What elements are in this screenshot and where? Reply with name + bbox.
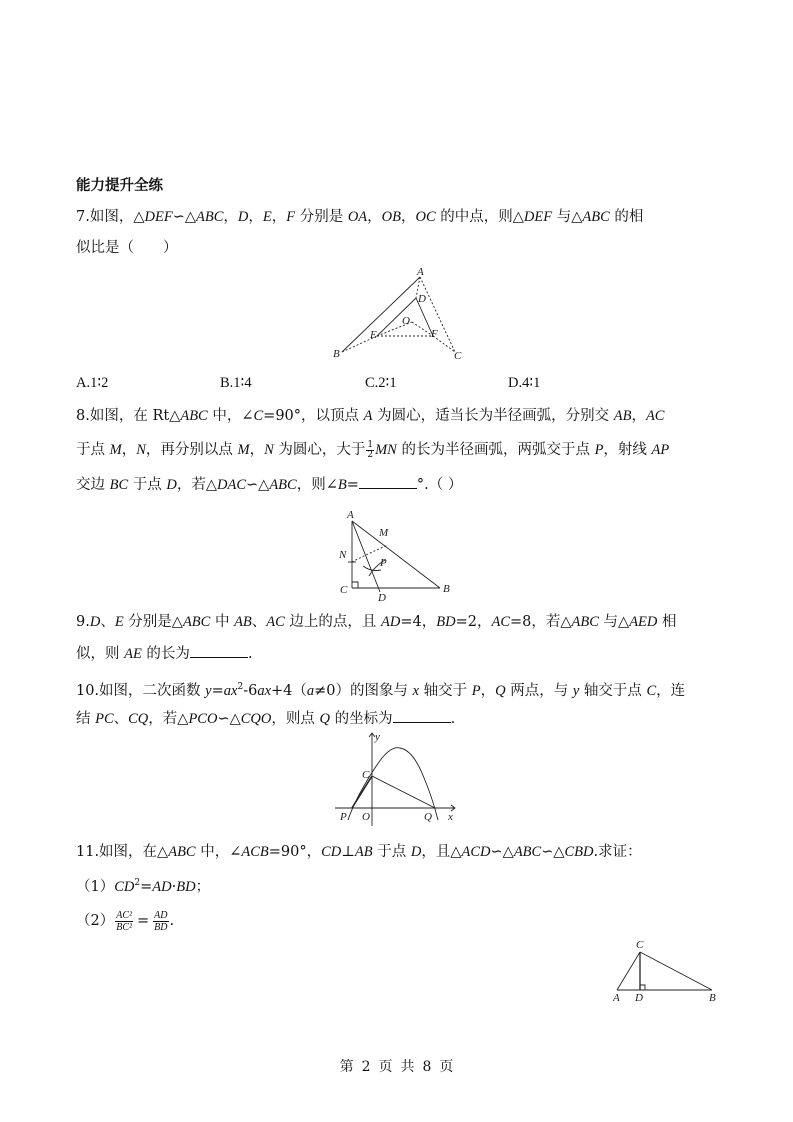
q11-label-B: B xyxy=(709,992,716,1004)
current-page-number: 2 xyxy=(361,1059,371,1075)
q11-label-A: A xyxy=(613,992,620,1004)
q8-line2: 于点 M，N，再分别以点 M，N 为圆心，大于 $\frac{1}{2}$ MN 的长为半径画弧，两弧交于点 P，射线 AP xyxy=(76,439,670,460)
q8-line1: 8.如图，在 Rt△ABC 中，∠C=90°，以顶点 A 为圆心，适当长为半径画弧，分别交 AB，AC xyxy=(76,408,665,424)
q7-line2: 似比是（ ） xyxy=(76,240,178,256)
q7-option-a[interactable]: A.1∶2 xyxy=(76,375,109,391)
page-footer: 第 2 页 共 8 页 xyxy=(339,1059,454,1075)
q11-fraction-left: $\frac{\text{AC²}}{\text{BC²}}$ xyxy=(116,909,133,933)
q8-label-A: A xyxy=(347,509,354,521)
q10-line1: 10.如图，二次函数 $y=ax^2-6ax+4(a\ne 0)$的图象与 x 轴交于 P，Q 两点，与 y 轴交于点 C，连 xyxy=(76,682,686,699)
q8-label-P: P xyxy=(380,557,387,569)
q10-label-y: y xyxy=(375,731,380,743)
section-title: 能力提升全练 xyxy=(76,178,163,194)
q11-label-D: D xyxy=(635,992,643,1004)
q8-answer-blank[interactable] xyxy=(359,474,417,489)
q11-part1: $(1)CD^2=AD\cdot BD$； xyxy=(76,878,211,895)
q10-label-P: P xyxy=(340,811,347,823)
q11-label-C: C xyxy=(636,939,644,951)
q7-label-E: E xyxy=(370,329,377,341)
q8-arc-p1 xyxy=(363,566,381,571)
q7-label-F: F xyxy=(431,328,438,340)
q11-part2: （2） $\frac{\text{AC²}}{\text{BC²}}$ = $\frac{AD}{BD}$ . xyxy=(76,909,175,933)
q10-line2: 结 PC、CQ，若△PCO∽△CQO，则点 Q 的坐标为 . xyxy=(76,708,455,729)
q11-right-angle xyxy=(640,985,645,990)
q8-label-N: N xyxy=(339,549,347,561)
q11-edge-CB xyxy=(640,952,712,990)
q7-option-d[interactable]: D.4∶1 xyxy=(508,375,541,391)
q11-line1: 11.如图，在△ABC 中，∠ACB=90°，CD⊥AB 于点 D，且△ACD∽△ABC∽△CBD.求证： xyxy=(76,844,642,860)
q7-option-c[interactable]: C.2∶1 xyxy=(365,375,397,391)
q10-label-Q: Q xyxy=(424,811,432,823)
q7-label-O: O xyxy=(402,315,410,327)
q7-label-A: A xyxy=(417,266,424,278)
q11-fraction-right: $\frac{AD}{BD}$ xyxy=(154,909,168,933)
q9-line2: 似，则 AE 的长为 . xyxy=(76,643,253,664)
q8-label-C: C xyxy=(340,584,348,596)
q7-edge-DE xyxy=(377,298,416,336)
q10-label-x: x xyxy=(448,811,453,823)
q10-answer-blank[interactable] xyxy=(393,708,451,723)
q10-parabola xyxy=(348,748,438,820)
total-page-count: 8 xyxy=(422,1059,432,1075)
q8-figure xyxy=(325,500,470,605)
q9-answer-blank[interactable] xyxy=(190,643,248,658)
q11-figure xyxy=(600,935,730,1005)
q7-figure xyxy=(320,262,480,367)
q8-label-B: B xyxy=(443,583,450,595)
q8-label-D: D xyxy=(378,592,386,604)
q8-fraction-half: $\frac{1}{2}$ xyxy=(367,439,374,460)
q8-right-angle xyxy=(352,582,358,588)
q10-figure xyxy=(330,728,465,828)
q7-option-b[interactable]: B.1∶4 xyxy=(220,375,252,391)
q7-label-C: C xyxy=(454,350,462,362)
q9-line1: 9.D、E 分别是△ABC 中 AB、AC 边上的点，且 AD=4，BD=2，AC=8，若△ABC 与△AED 相 xyxy=(76,614,677,630)
q7-line1: 7.如图，△DEF∽△ABC，D，E，F 分别是 OA，OB，OC 的中点，则△DEF 与△ABC 的相 xyxy=(76,209,644,225)
q10-label-C: C xyxy=(362,769,370,781)
q7-label-D: D xyxy=(418,293,426,305)
q8-line3: 交边 BC 于点 D，若△DAC∽△ABC，则∠B= °.（ ） xyxy=(76,474,462,495)
q10-label-O: O xyxy=(362,811,370,823)
q7-edge-AC xyxy=(420,277,455,352)
q7-label-B: B xyxy=(333,348,340,360)
q11-edge-AC xyxy=(617,952,640,990)
q8-label-M: M xyxy=(379,527,389,539)
